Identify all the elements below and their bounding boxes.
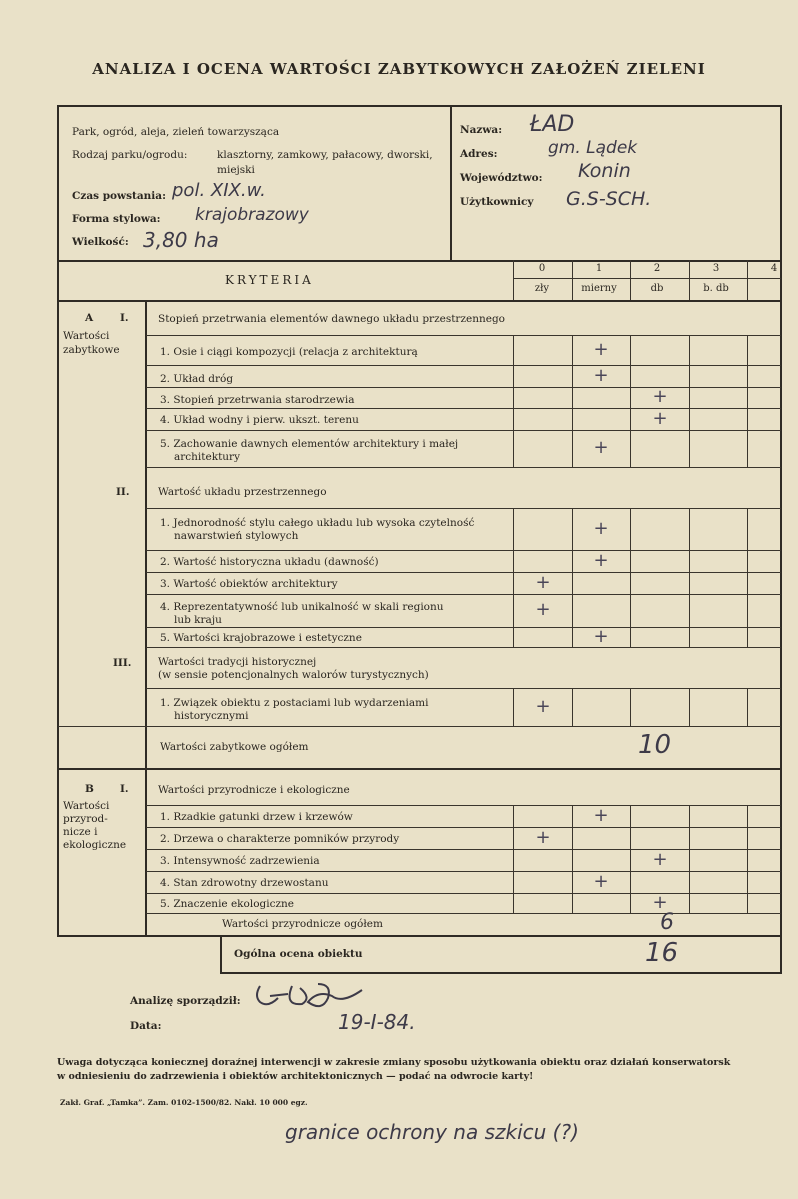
section-a-iii: III. xyxy=(113,657,132,669)
total-zabytkowe-label: Wartości zabytkowe ogółem xyxy=(160,741,309,753)
uzytkownicy-label: Użytkownicy xyxy=(460,196,534,208)
row-a2-1-cont: nawarstwień stylowych xyxy=(174,530,299,542)
uwaga-line-1: Uwaga dotycząca koniecznej doraźnej interwencji w zakresie zmiany sposobu użytkowania obiektu oraz działań konserwatorsk xyxy=(57,1057,731,1068)
section-a: A xyxy=(85,312,94,324)
data-label: Data: xyxy=(130,1020,162,1032)
uwaga-line-2: w odniesieniu do zadrzewienia i obiektów architektonicznych — podać na odwrocie karty! xyxy=(57,1071,534,1082)
uzytkownicy-value: G.S-SCH. xyxy=(566,188,652,210)
forma-label: Forma stylowa: xyxy=(72,213,161,225)
adres-label: Adres: xyxy=(460,148,498,160)
rodzaj-label: Rodzaj parku/ogrodu: xyxy=(72,149,188,161)
row-a1-2: 2. Układ dróg xyxy=(160,373,234,385)
total-zabytkowe-value: 10 xyxy=(638,730,672,760)
heading-a3: Wartości tradycji historycznej xyxy=(158,656,317,668)
row-a2-1: 1. Jednorodność stylu całego układu lub wysoka czytelność xyxy=(160,517,475,529)
col-name-2: db xyxy=(650,283,664,294)
section-b-i: I. xyxy=(120,783,129,795)
section-b-name-3: nicze i xyxy=(63,826,98,838)
section-b-name-2: przyrod- xyxy=(63,813,108,825)
col-num-0: 0 xyxy=(538,263,546,274)
row-b1-2: 2. Drzewa o charakterze pomników przyrody xyxy=(160,833,400,845)
section-a-name-2: zabytkowe xyxy=(63,344,120,356)
mark-a1-5: + xyxy=(593,437,609,458)
row-a1-1: 1. Osie i ciągi kompozycji (relacja z architekturą xyxy=(160,346,418,358)
row-b1-3: 3. Intensywność zadrzewienia xyxy=(160,855,320,867)
col-num-2: 2 xyxy=(653,263,661,274)
nazwa-label: Nazwa: xyxy=(460,124,503,136)
section-b: B xyxy=(85,783,94,795)
mark-b1-4: + xyxy=(593,871,609,892)
row-b1-4: 4. Stan zdrowotny drzewostanu xyxy=(160,877,329,889)
row-b1-5: 5. Znaczenie ekologiczne xyxy=(160,898,295,910)
mark-a2-1: + xyxy=(593,518,609,539)
row-a1-4: 4. Układ wodny i pierw. ukszt. terenu xyxy=(160,414,359,426)
mark-a2-5: + xyxy=(593,626,609,647)
row-a2-4: 4. Reprezentatywność lub unikalność w skali regionu xyxy=(160,601,444,613)
handwritten-note: granice ochrony na szkicu (?) xyxy=(285,1120,579,1144)
wojewodztwo-value: Konin xyxy=(578,160,631,182)
col-name-0: zły xyxy=(534,283,550,294)
mark-a2-2: + xyxy=(593,550,609,571)
row-a1-5-cont: architektury xyxy=(174,451,241,463)
heading-b1: Wartości przyrodnicze i ekologiczne xyxy=(158,784,350,796)
mark-a1-2: + xyxy=(593,365,609,386)
section-a-ii: II. xyxy=(116,486,130,498)
overall-label: Ogólna ocena obiektu xyxy=(234,948,363,960)
mark-a3-1: + xyxy=(535,696,551,717)
row-a2-2: 2. Wartość historyczna układu (dawność) xyxy=(160,556,379,568)
section-a-name: Wartości xyxy=(63,330,110,342)
wielkosc-value: 3,80 ha xyxy=(143,228,219,252)
forma-value: krajobrazowy xyxy=(195,205,309,225)
adres-value: gm. Lądek xyxy=(548,138,638,158)
mark-b1-3: + xyxy=(652,849,668,870)
mark-a1-3: + xyxy=(652,386,668,407)
row-a2-4-cont: lub kraju xyxy=(174,614,222,626)
mark-b1-2: + xyxy=(535,827,551,848)
section-a-i: I. xyxy=(120,312,129,324)
printer-info: Zakł. Graf. „Tamka”. Zam. 0102-1500/82. Nakł. 10 000 egz. xyxy=(60,1098,308,1107)
overall-value: 16 xyxy=(645,938,679,968)
heading-a1: Stopień przetrwania elementów dawnego układu przestrzennego xyxy=(158,313,505,325)
row-a2-5: 5. Wartości krajobrazowe i estetyczne xyxy=(160,632,362,644)
data-value: 19-I-84. xyxy=(338,1010,416,1034)
czas-label: Czas powstania: xyxy=(72,190,166,202)
heading-a2: Wartość układu przestrzennego xyxy=(158,486,327,498)
row-a1-5: 5. Zachowanie dawnych elementów architektury i małej xyxy=(160,438,459,450)
total-przyrodnicze-value: 6 xyxy=(660,910,674,935)
col-num-3: 3 xyxy=(712,263,720,274)
row-a3-1-cont: historycznymi xyxy=(174,710,249,722)
section-b-name: Wartości xyxy=(63,800,110,812)
page-title: ANALIZA I OCENA WARTOŚCI ZABYTKOWYCH ZAŁOŻEŃ ZIELENI xyxy=(92,60,706,78)
mark-a2-3: + xyxy=(535,572,551,593)
header-divider xyxy=(450,106,452,261)
wielkosc-label: Wielkość: xyxy=(72,236,129,248)
mark-a1-4: + xyxy=(652,408,668,429)
row-b1-1: 1. Rzadkie gatunki drzew i krzewów xyxy=(160,811,353,823)
total-przyrodnicze-label: Wartości przyrodnicze ogółem xyxy=(222,918,383,930)
rodzaj-options-2: miejski xyxy=(217,164,255,176)
col-num-4: 4 xyxy=(770,263,778,274)
czas-value: pol. XIX.w. xyxy=(172,180,266,201)
col-name-1: mierny xyxy=(581,283,617,294)
col-name-3: b. db xyxy=(703,283,729,294)
col-num-1: 1 xyxy=(595,263,603,274)
header-bottom-line xyxy=(58,260,781,262)
nazwa-value: ŁAD xyxy=(530,112,575,137)
row-a3-1: 1. Związek obiektu z postaciami lub wydarzeniami xyxy=(160,697,429,709)
mark-a2-4: + xyxy=(535,599,551,620)
section-b-name-4: ekologiczne xyxy=(63,839,127,851)
kryteria-label: KRYTERIA xyxy=(225,273,314,287)
wojewodztwo-label: Województwo: xyxy=(460,172,543,184)
heading-a3-cont: (w sensie potencjonalnych walorów turystycznych) xyxy=(158,669,429,681)
mark-b1-5: + xyxy=(652,892,668,913)
row-a1-3: 3. Stopień przetrwania starodrzewia xyxy=(160,394,355,406)
mark-b1-1: + xyxy=(593,805,609,826)
row-a2-3: 3. Wartość obiektów architektury xyxy=(160,578,338,590)
rodzaj-options: klasztorny, zamkowy, pałacowy, dworski, xyxy=(217,149,433,161)
mark-a1-1: + xyxy=(593,339,609,360)
park-label: Park, ogród, aleja, zieleń towarzysząca xyxy=(72,126,280,138)
sporzadzil-label: Analizę sporządził: xyxy=(130,995,241,1007)
